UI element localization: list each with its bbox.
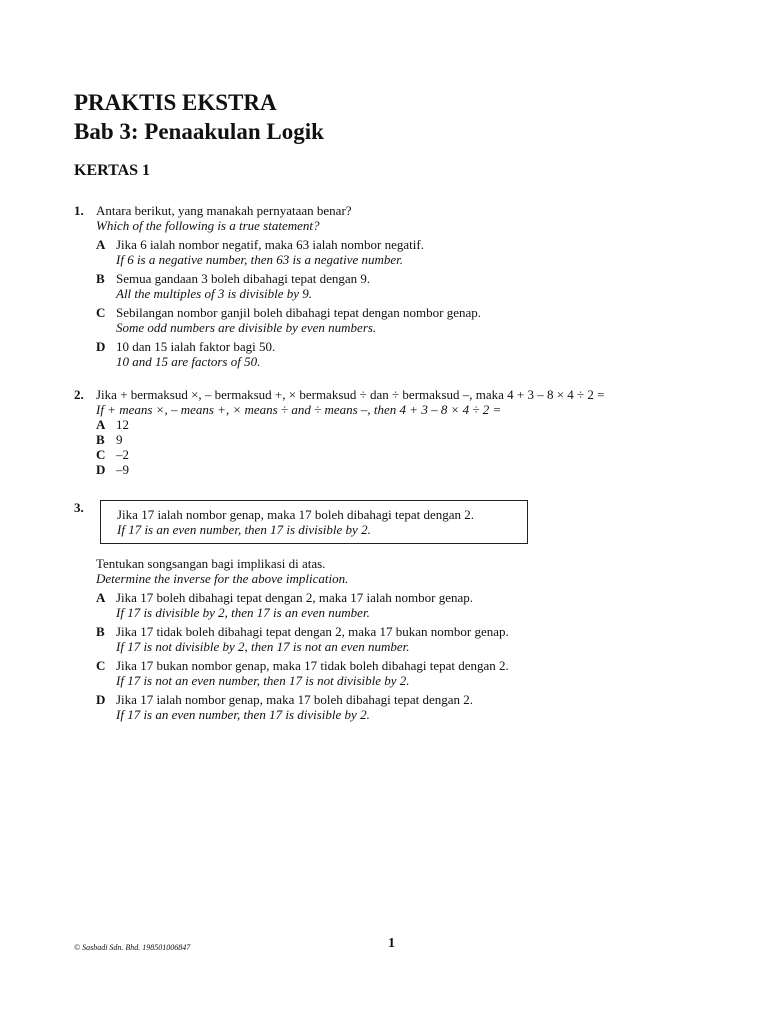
question-1 bbox=[74, 203, 694, 369]
question-3 bbox=[74, 496, 694, 722]
question-text-en: If + means ×, – means +, × means ÷ and ÷ means –, then 4 + 3 – 8 × 4 ÷ 2 = bbox=[96, 402, 502, 417]
copyright-notice: © Sasbadi Sdn. Bhd. 198501006847 bbox=[74, 943, 191, 952]
option-text-en: If 17 is divisible by 2, then 17 is an even number. bbox=[116, 605, 370, 620]
implication-text-en: If 17 is an even number, then 17 is divisible by 2. bbox=[117, 522, 371, 537]
option-letter: D bbox=[96, 692, 106, 707]
option-letter: C bbox=[96, 305, 106, 320]
option-letter: B bbox=[96, 271, 105, 286]
chapter-title: Bab 3: Penaakulan Logik bbox=[74, 119, 324, 144]
option-b[interactable] bbox=[96, 432, 694, 447]
option-text-en: 10 and 15 are factors of 50. bbox=[116, 354, 261, 369]
option-letter: A bbox=[96, 237, 106, 252]
option-c[interactable] bbox=[96, 658, 694, 688]
question-number: 2. bbox=[74, 387, 84, 402]
option-d[interactable] bbox=[96, 692, 694, 722]
option-text-ms: Jika 17 tidak boleh dibahagi tepat dengan 2, maka 17 bukan nombor genap. bbox=[116, 624, 509, 639]
option-text-en: If 17 is not divisible by 2, then 17 is not an even number. bbox=[116, 639, 410, 654]
option-letter: B bbox=[96, 432, 105, 447]
option-c[interactable] bbox=[96, 305, 694, 335]
option-text-ms: Sebilangan nombor ganjil boleh dibahagi tepat dengan nombor genap. bbox=[116, 305, 481, 320]
option-letter: D bbox=[96, 339, 106, 354]
option-d[interactable] bbox=[96, 339, 694, 369]
option-text-ms: Jika 17 bukan nombor genap, maka 17 tidak boleh dibahagi tepat dengan 2. bbox=[116, 658, 509, 673]
option-a[interactable] bbox=[96, 590, 694, 620]
question-text-ms: Tentukan songsangan bagi implikasi di atas. bbox=[96, 556, 326, 571]
option-a[interactable] bbox=[96, 237, 694, 267]
question-number: 3. bbox=[74, 500, 84, 515]
question-number: 1. bbox=[74, 203, 84, 218]
page-title: PRAKTIS EKSTRA bbox=[74, 90, 277, 115]
option-letter: C bbox=[96, 658, 106, 673]
option-text-ms: 10 dan 15 ialah faktor bagi 50. bbox=[116, 339, 276, 354]
option-text-en: If 17 is not an even number, then 17 is not divisible by 2. bbox=[116, 673, 410, 688]
option-text-en: Some odd numbers are divisible by even numbers. bbox=[116, 320, 377, 335]
option-c[interactable] bbox=[96, 447, 694, 462]
option-value: 12 bbox=[116, 417, 129, 432]
question-text-en: Which of the following is a true statement? bbox=[96, 218, 320, 233]
option-letter: A bbox=[96, 417, 106, 432]
section-heading: KERTAS 1 bbox=[74, 162, 151, 179]
option-letter: A bbox=[96, 590, 106, 605]
option-text-ms: Jika 17 ialah nombor genap, maka 17 boleh dibahagi tepat dengan 2. bbox=[116, 692, 474, 707]
page-number: 1 bbox=[388, 936, 395, 951]
implication-box bbox=[100, 500, 528, 544]
option-value: –9 bbox=[116, 462, 129, 477]
option-letter: C bbox=[96, 447, 106, 462]
option-text-ms: Jika 17 boleh dibahagi tepat dengan 2, maka 17 ialah nombor genap. bbox=[116, 590, 474, 605]
option-value: –2 bbox=[116, 447, 129, 462]
option-b[interactable] bbox=[96, 271, 694, 301]
option-letter: D bbox=[96, 462, 106, 477]
option-letter: B bbox=[96, 624, 105, 639]
option-d[interactable] bbox=[96, 462, 694, 477]
question-text-ms: Antara berikut, yang manakah pernyataan benar? bbox=[96, 203, 352, 218]
option-text-ms: Jika 6 ialah nombor negatif, maka 63 ialah nombor negatif. bbox=[116, 237, 424, 252]
option-text-ms: Semua gandaan 3 boleh dibahagi tepat dengan 9. bbox=[116, 271, 371, 286]
option-text-en: If 17 is an even number, then 17 is divisible by 2. bbox=[116, 707, 370, 722]
option-text-en: If 6 is a negative number, then 63 is a negative number. bbox=[116, 252, 404, 267]
question-text-en: Determine the inverse for the above implication. bbox=[96, 571, 349, 586]
option-text-en: All the multiples of 3 is divisible by 9. bbox=[116, 286, 313, 301]
question-2 bbox=[74, 387, 694, 477]
option-value: 9 bbox=[116, 432, 123, 447]
implication-text-ms: Jika 17 ialah nombor genap, maka 17 boleh dibahagi tepat dengan 2. bbox=[117, 507, 475, 522]
option-a[interactable] bbox=[96, 417, 694, 432]
question-text-ms: Jika + bermaksud ×, – bermaksud +, × bermaksud ÷ dan ÷ bermaksud –, maka 4 + 3 – 8 × 4 ÷ 2 = bbox=[96, 387, 605, 402]
option-b[interactable] bbox=[96, 624, 694, 654]
